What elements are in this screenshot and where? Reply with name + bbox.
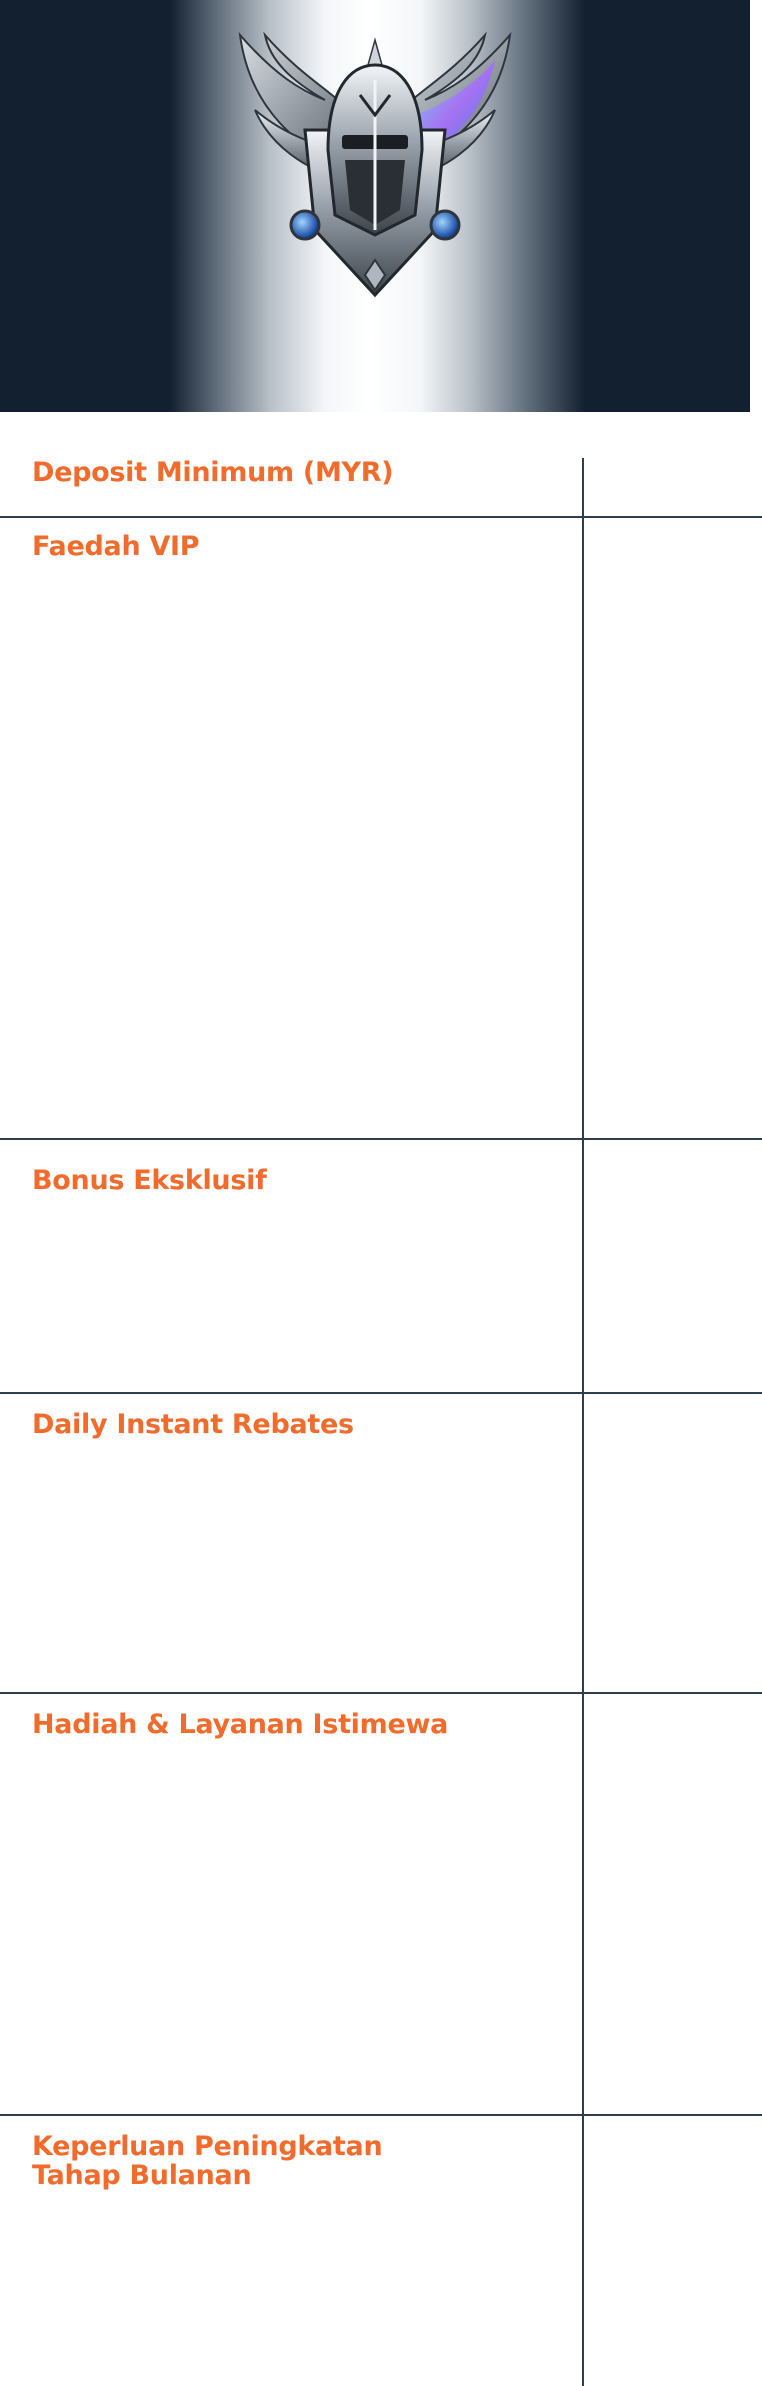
vip-tier-table — [0, 458, 762, 2386]
row-label: Faedah VIP — [32, 531, 200, 562]
row-label: Keperluan Peningkatan Tahap Bulanan — [32, 2131, 383, 2191]
knight-helmet-badge-icon — [230, 20, 520, 320]
tier-title: S — [366, 330, 384, 355]
row-label: Daily Instant Rebates — [32, 1409, 354, 1440]
row-label: Deposit Minimum (MYR) — [32, 457, 394, 488]
table-row-vip-benefits — [0, 518, 762, 1140]
table-row-minimum-deposit — [0, 458, 762, 518]
table-row-daily-instant-rebates — [0, 1394, 762, 1694]
table-row-exclusive-bonus — [0, 1140, 762, 1394]
hero-banner — [0, 0, 750, 412]
table-row-gifts-special-services — [0, 1694, 762, 2116]
row-label: Hadiah & Layanan Istimewa — [32, 1709, 449, 1740]
row-label: Bonus Eksklusif — [32, 1165, 267, 1196]
table-row-monthly-upgrade-requirement — [0, 2116, 762, 2386]
